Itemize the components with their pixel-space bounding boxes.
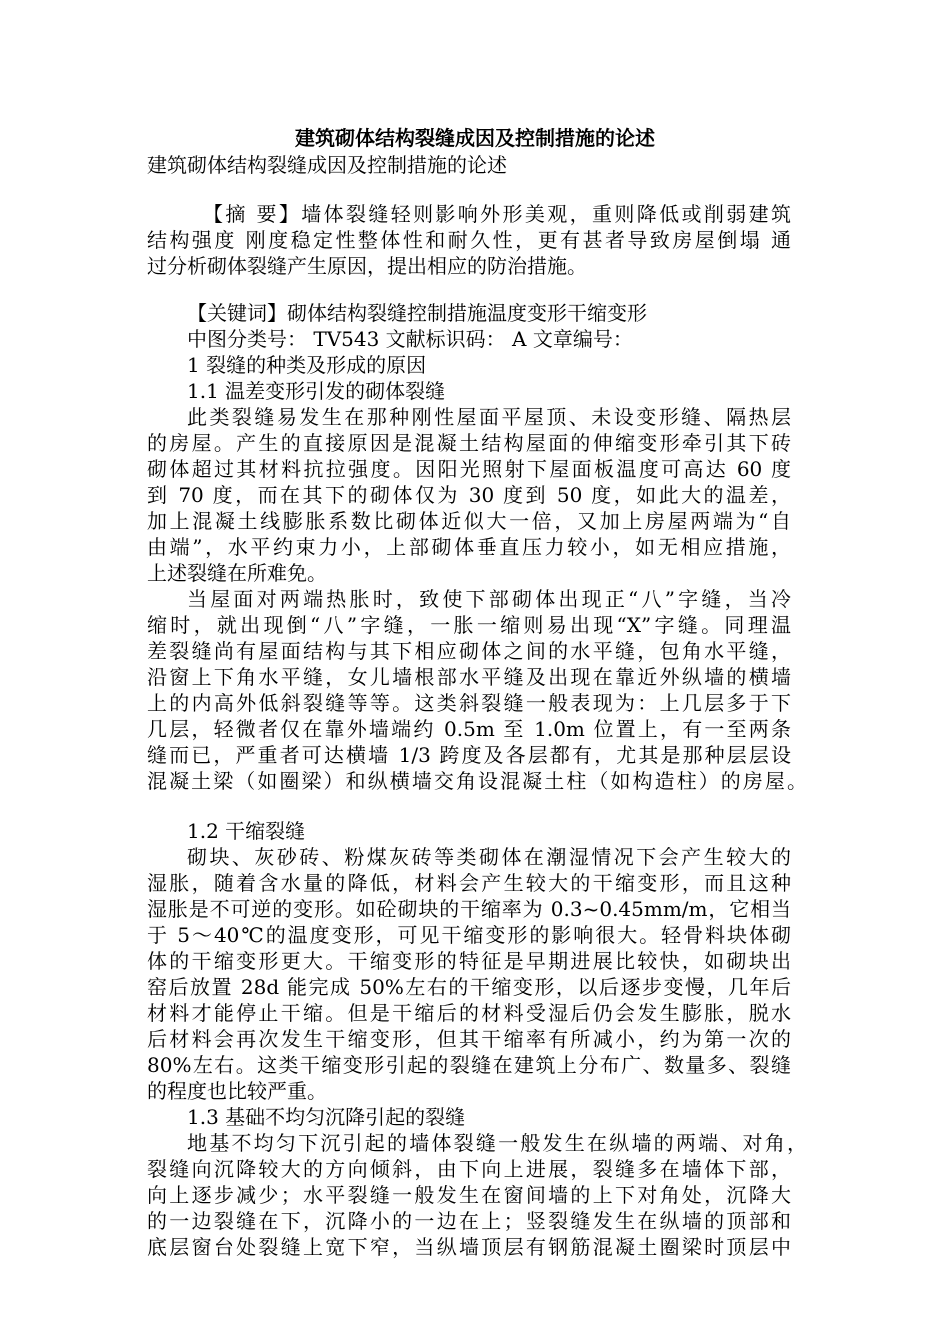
paragraph-line: 的一边裂缝在下，沉降小的一边在上；竖裂缝发生在纵墙的顶部和: [147, 1209, 791, 1233]
paragraph-line: 于 5～40℃的温度变形，可见干缩变形的影响很大。轻骨料块体砌: [147, 923, 791, 947]
paragraph-line: 80%左右。这类干缩变形引起的裂缝在建筑上分布广、数量多、裂缝: [147, 1053, 791, 1077]
document-subtitle: 建筑砌体结构裂缝成因及控制措施的论述: [147, 153, 507, 177]
paragraph-line: 裂缝向沉降较大的方向倾斜，由下向上进展，裂缝多在墙体下部，: [147, 1157, 791, 1181]
paragraph-line: 几层，轻微者仅在靠外墙端约 0.5m 至 1.0m 位置上，有一至两条: [147, 717, 791, 741]
paragraph-line: 混凝土梁（如圈梁）和纵横墙交角设混凝土柱（如构造柱）的房屋。: [147, 769, 807, 793]
paragraph-line: 向上逐步减少；水平裂缝一般发生在窗间墙的上下对角处，沉降大: [147, 1183, 791, 1207]
section-heading: 1 裂缝的种类及形成的原因: [187, 353, 427, 377]
paragraph-line: 砌体超过其材料抗拉强度。因阳光照射下屋面板温度可高达 60 度: [147, 457, 791, 481]
paragraph-line: 材料才能停止干缩。但是干缩后的材料受湿后仍会发生膨胀，脱水: [147, 1001, 791, 1025]
paragraph-line: 底层窗台处裂缝上宽下窄，当纵墙顶层有钢筋混凝土圈梁时顶层中: [147, 1235, 791, 1259]
section-heading: 1.1 温差变形引发的砌体裂缝: [187, 379, 446, 403]
abstract-line: 过分析砌体裂缝产生原因，提出相应的防治措施。: [147, 254, 587, 278]
paragraph-line: 的程度也比较严重。: [147, 1079, 327, 1103]
paragraph-line: 砌块、灰砂砖、粉煤灰砖等类砌体在潮湿情况下会产生较大的: [187, 845, 791, 869]
paragraph-line: 差裂缝尚有屋面结构与其下相应砌体之间的水平缝，包角水平缝，: [147, 639, 791, 663]
paragraph-line: 上述裂缝在所难免。: [147, 561, 327, 585]
paragraph-line: 当屋面对两端热胀时，致使下部砌体出现正“八”字缝，当冷: [187, 587, 791, 611]
section-heading: 1.3 基础不均匀沉降引起的裂缝: [187, 1105, 466, 1129]
paragraph-line: 缝而已，严重者可达横墙 1/3 跨度及各层都有，尤其是那种层层设: [147, 743, 791, 767]
paragraph-line: 体的干缩变形更大。干缩变形的特征是早期进展比较快，如砌块出: [147, 949, 791, 973]
document-title: 建筑砌体结构裂缝成因及控制措施的论述: [295, 126, 655, 150]
paragraph-line: 后材料会再次发生干缩变形，但其干缩率有所减小，约为第一次的: [147, 1027, 791, 1051]
paragraph-line: 湿胀是不可逆的变形。如砼砌块的干缩率为 0.3~0.45mm/m，它相当: [147, 897, 791, 921]
paragraph-line: 的房屋。产生的直接原因是混凝土结构屋面的伸缩变形牵引其下砖: [147, 431, 791, 455]
paragraph-line: 到 70 度，而在其下的砌体仅为 30 度到 50 度，如此大的温差，: [147, 483, 791, 507]
paragraph-line: 窑后放置 28d 能完成 50%左右的干缩变形，以后逐步变慢，几年后: [147, 975, 791, 999]
paragraph-line: 由端”，水平约束力小，上部砌体垂直压力较小，如无相应措施，: [147, 535, 791, 559]
paragraph-line: 此类裂缝易发生在那种刚性屋面平屋顶、未设变形缝、隔热层: [187, 405, 791, 429]
paragraph-line: 上的内高外低斜裂缝等等。这类斜裂缝一般表现为：上几层多于下: [147, 691, 791, 715]
abstract-line: 【摘 要】墙体裂缝轻则影响外形美观，重则降低或削弱建筑: [203, 202, 791, 226]
keywords: 【关键词】砌体结构裂缝控制措施温度变形干缩变形: [187, 301, 647, 325]
classification: 中图分类号： TV543 文献标识码： A 文章编号：: [187, 327, 633, 351]
paragraph-line: 地基不均匀下沉引起的墙体裂缝一般发生在纵墙的两端、对角，: [187, 1131, 807, 1155]
abstract-line: 结构强度 刚度稳定性整体性和耐久性，更有甚者导致房屋倒塌 通: [147, 228, 791, 252]
paragraph-line: 湿胀，随着含水量的降低，材料会产生较大的干缩变形，而且这种: [147, 871, 791, 895]
paragraph-line: 缩时，就出现倒“八”字缝，一胀一缩则易出现“X”字缝。同理温: [147, 613, 791, 637]
paragraph-line: 加上混凝土线膨胀系数比砌体近似大一倍，又加上房屋两端为“自: [147, 509, 791, 533]
section-heading: 1.2 干缩裂缝: [187, 819, 306, 843]
paragraph-line: 沿窗上下角水平缝，女儿墙根部水平缝及出现在靠近外纵墙的横墙: [147, 665, 791, 689]
